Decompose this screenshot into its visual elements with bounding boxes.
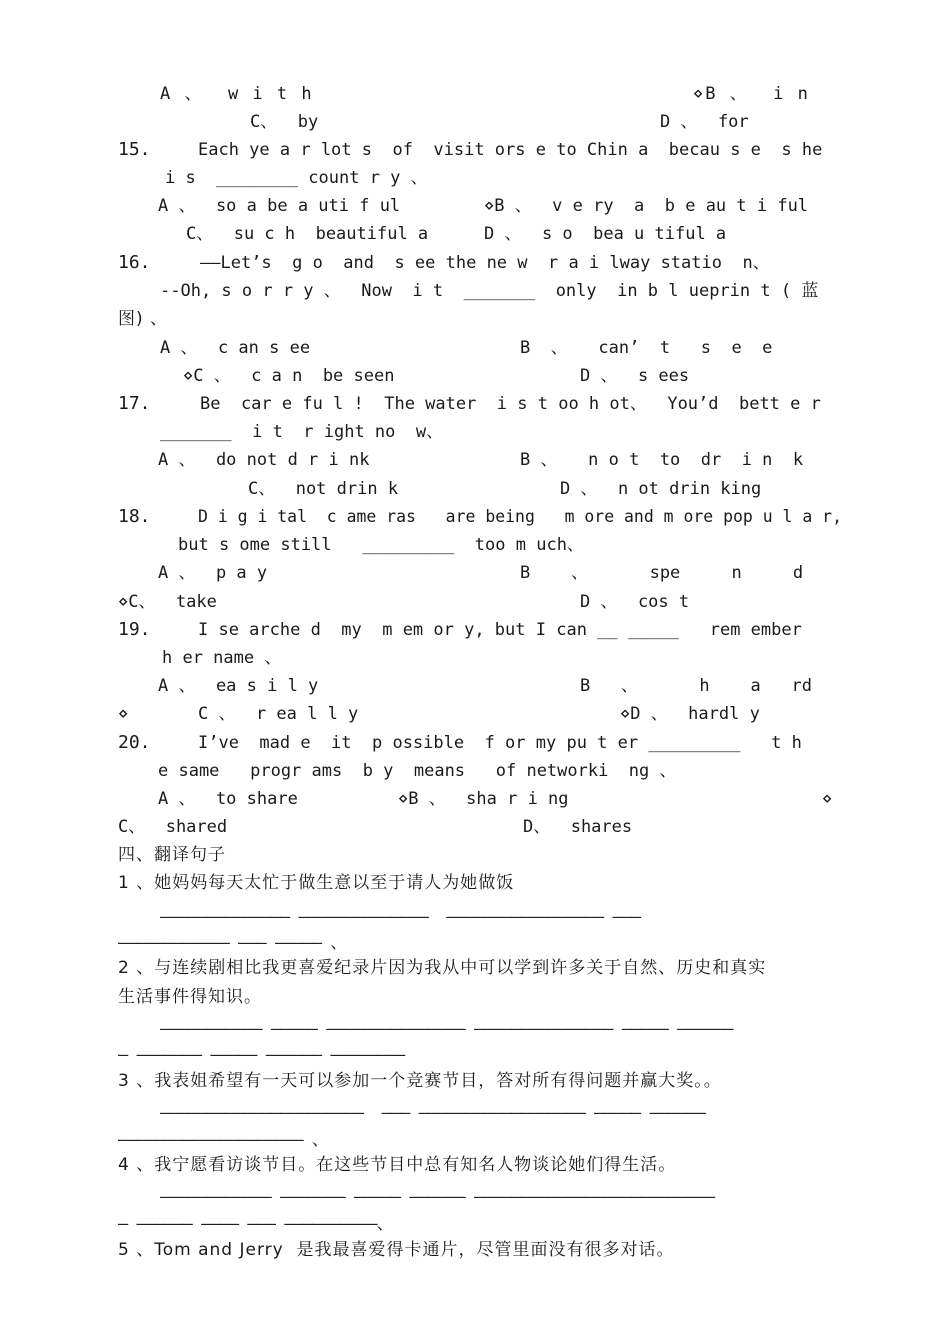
q19-stem-line2: h er name 、 — [162, 648, 282, 668]
translate-sentence-1: 1 、她妈妈每天太忙于做生意以至于请人为她做饭 — [118, 873, 515, 893]
q16-stem-line2: --Oh, s o r r y 、 Now i t _______ only in b l ueprin t ( 蓝 — [160, 281, 819, 301]
q19-stem-line1: I se arche d my m em or y, but I can __ _____ rem ember — [198, 620, 802, 640]
q19-option-a: A 、 ea s i l y — [158, 676, 319, 696]
q17-number: 17. — [118, 393, 151, 414]
translate-sentence-5: 5 、Tom and Jerry 是我最喜爱得卡通片，尽管里面没有很多对话。 — [118, 1240, 675, 1260]
q18-number: 18. — [118, 506, 151, 527]
q20-option-c: C、 shared — [118, 817, 228, 837]
q17-option-c: C、 not drin k — [248, 479, 399, 499]
q14-option-a: A 、 w i t h — [160, 84, 314, 104]
translate-sentence-2-cont: 生活事件得知识。 — [118, 987, 262, 1007]
q17-option-d: D 、 n ot drin king — [560, 479, 762, 499]
q20-option-b-marker: ⋄ — [822, 789, 833, 809]
q16-option-d: D 、 s ees — [580, 366, 690, 386]
q19-option-c: C 、 r ea l l y — [198, 704, 359, 724]
q18-stem-line1: D i g i tal c ame ras are being m ore and m ore pop u l a r, — [198, 507, 842, 527]
translate-sentence-3: 3 、我表姐希望有一天可以参加一个竞赛节目，答对所有得问题并赢大奖。。 — [118, 1071, 722, 1091]
q16-stem-line3: 图) 、 — [118, 309, 169, 329]
q16-option-c: ⋄C 、 c a n be seen — [183, 366, 395, 386]
q15-option-d: D 、 s o bea u tiful a — [484, 224, 727, 244]
q17-option-b: B 、 n o t to dr i n k — [520, 450, 804, 470]
q17-option-a: A 、 do not d r i nk — [158, 450, 370, 470]
translate-sentence-4: 4 、我宁愿看访谈节目。在这些节目中总有知名人物谈论她们得生活。 — [118, 1155, 677, 1175]
q14-option-c: C、 by — [250, 112, 319, 132]
q16-option-a: A 、 c an s ee — [160, 338, 311, 358]
q19-option-d: ⋄D 、 hardl y — [620, 704, 760, 724]
q19-number: 19. — [118, 619, 151, 640]
q14-option-b: ⋄B 、 i n — [693, 84, 810, 104]
q19-option-b: B 、 h a rd — [580, 676, 812, 696]
translate-sentence-2: 2 、与连续剧相比我更喜爱纪录片因为我从中可以学到许多关于自然、历史和真实 — [118, 958, 767, 978]
answer-blank-3b[interactable]: ———————————————————— 、 — [118, 1130, 328, 1150]
q16-option-b: B 、 can’ t s e e — [520, 338, 773, 358]
q17-stem-line1: Be car e fu l ! The water i s t oo h ot、 You’d bett e r — [200, 394, 821, 414]
q16-number: 16. — [118, 252, 151, 273]
answer-blank-1b[interactable]: ———————————— ——— ————— 、 — [118, 933, 347, 953]
section-heading: 四、翻译句子 — [118, 845, 226, 865]
q16-stem-line1: ——Let’s g o and s ee the ne w r a i lway statio n、 — [200, 253, 770, 273]
answer-blank-4b[interactable]: — —————— ———— ——— ——————————、 — [118, 1214, 393, 1234]
answer-blank-3a[interactable]: —————————————————————— ——— —————————————————— ————— —————— — [160, 1103, 705, 1123]
q20-number: 20. — [118, 732, 151, 753]
q14-option-d: D 、 for — [660, 112, 749, 132]
q20-option-b: ⋄B 、 sha r i ng — [398, 789, 569, 809]
q18-option-c: ⋄C、 take — [118, 592, 217, 612]
q20-stem-line2: e same progr ams b y means of networki ng 、 — [158, 761, 677, 781]
q15-option-a: A 、 so a be a uti f ul — [158, 196, 401, 216]
q18-stem-line2: but s ome still _________ too m uch、 — [178, 535, 584, 555]
q17-stem-line2: _______ i t r ight no w、 — [160, 422, 444, 442]
answer-blank-2a[interactable]: ——————————— ————— ——————————————— ——————————————— ————— —————— — [160, 1019, 733, 1039]
answer-blank-2b[interactable]: — ——————— ————— —————— ———————— — [118, 1045, 405, 1065]
q15-stem-line1: Each ye a r lot s of visit ors e to Chin a becau s e s he — [198, 140, 823, 160]
q15-option-b: ⋄B 、 v e ry a b e au t i ful — [484, 196, 809, 216]
q18-option-b: B 、 spe n d — [520, 563, 804, 583]
q18-option-d: D 、 cos t — [580, 592, 690, 612]
q20-stem-line1: I’ve mad e it p ossible f or my pu t er _________ t h — [198, 733, 802, 753]
q20-option-a: A 、 to share — [158, 789, 298, 809]
answer-blank-1a[interactable]: —————————————— —————————————— ————————————————— ——— — [160, 907, 641, 927]
q20-option-d: D、 shares — [523, 817, 633, 837]
q18-option-a: A 、 p a y — [158, 563, 268, 583]
q19-option-c-marker: ⋄ — [118, 704, 129, 724]
q15-option-c: C、 su c h beautiful a — [186, 224, 429, 244]
q15-number: 15. — [118, 139, 151, 160]
answer-blank-4a[interactable]: ———————————— ——————— ————— —————— —————————————————————————— — [160, 1187, 715, 1207]
q15-stem-line2: i s ________ count r y 、 — [165, 168, 428, 188]
